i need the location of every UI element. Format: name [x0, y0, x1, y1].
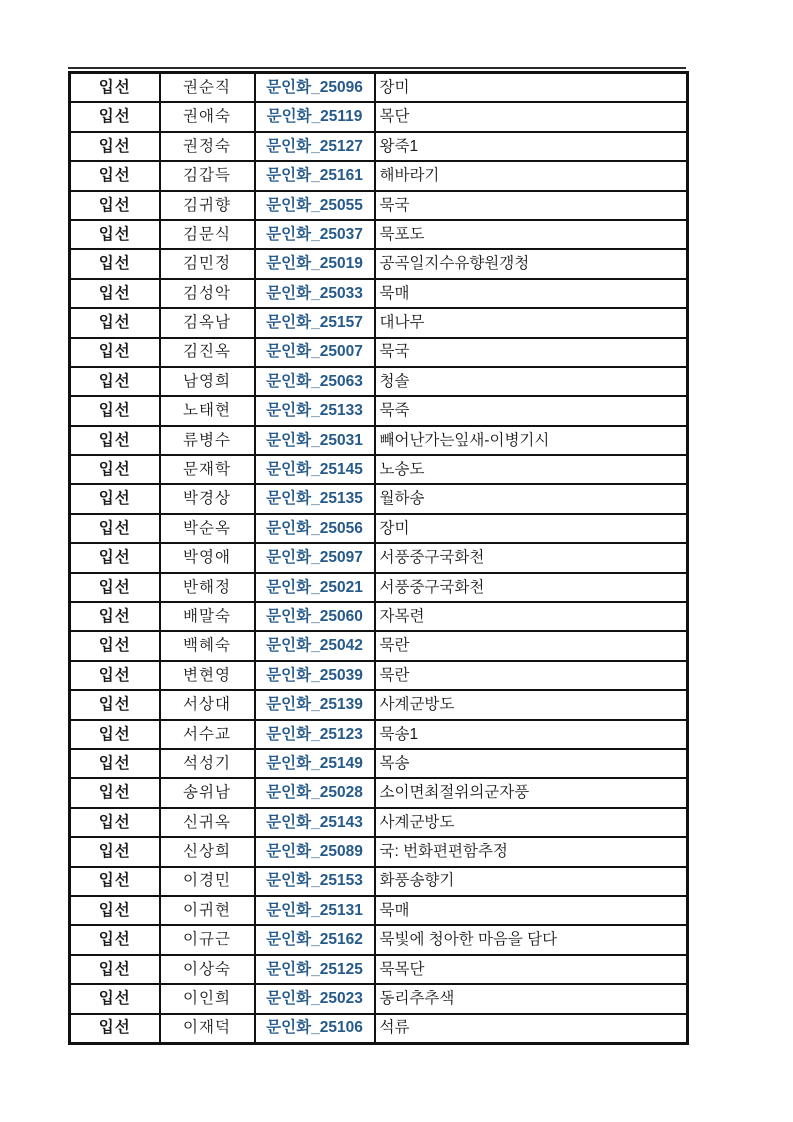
table-row — [70, 543, 688, 572]
name-cell: 이재덕 — [160, 1014, 255, 1044]
table-row — [70, 73, 688, 103]
prize-cell: 입선 — [70, 955, 160, 984]
title-cell: 묵매 — [375, 279, 688, 308]
name-cell: 김갑득 — [160, 161, 255, 190]
title-cell: 해바라기 — [375, 161, 688, 190]
table-row — [70, 426, 688, 455]
entry-id-cell: 문인화_25021 — [255, 573, 375, 602]
title-cell: 공곡일지수유향원갱청 — [375, 249, 688, 278]
table-row — [70, 925, 688, 954]
prize-cell: 입선 — [70, 984, 160, 1013]
name-cell: 이귀현 — [160, 896, 255, 925]
results-table — [68, 71, 689, 1045]
prize-cell: 입선 — [70, 279, 160, 308]
table-row — [70, 808, 688, 837]
title-cell: 소이면최절위의군자풍 — [375, 778, 688, 807]
entry-id-cell: 문인화_25056 — [255, 514, 375, 543]
title-cell: 사계군방도 — [375, 808, 688, 837]
prize-cell: 입선 — [70, 631, 160, 660]
table-row — [70, 661, 688, 690]
name-cell: 문재학 — [160, 455, 255, 484]
table-row — [70, 1014, 688, 1044]
prize-cell: 입선 — [70, 690, 160, 719]
title-cell: 묵빛에 청아한 마음을 담다 — [375, 925, 688, 954]
name-cell: 권순직 — [160, 73, 255, 103]
name-cell: 김성악 — [160, 279, 255, 308]
entry-id-cell: 문인화_25127 — [255, 132, 375, 161]
name-cell: 신상희 — [160, 837, 255, 866]
table-row — [70, 132, 688, 161]
prize-cell: 입선 — [70, 132, 160, 161]
table-row — [70, 690, 688, 719]
entry-id-cell: 문인화_25089 — [255, 837, 375, 866]
prize-cell: 입선 — [70, 778, 160, 807]
prize-cell: 입선 — [70, 338, 160, 367]
name-cell: 백혜숙 — [160, 631, 255, 660]
table-row — [70, 514, 688, 543]
entry-id-cell: 문인화_25139 — [255, 690, 375, 719]
entry-id-cell: 문인화_25162 — [255, 925, 375, 954]
title-cell: 묵란 — [375, 631, 688, 660]
table-row — [70, 367, 688, 396]
entry-id-cell: 문인화_25133 — [255, 396, 375, 425]
prize-cell: 입선 — [70, 191, 160, 220]
name-cell: 박경상 — [160, 484, 255, 513]
table-row — [70, 220, 688, 249]
entry-id-cell: 문인화_25042 — [255, 631, 375, 660]
entry-id-cell: 문인화_25135 — [255, 484, 375, 513]
name-cell: 이규근 — [160, 925, 255, 954]
name-cell: 남영희 — [160, 367, 255, 396]
title-cell: 묵포도 — [375, 220, 688, 249]
prize-cell: 입선 — [70, 573, 160, 602]
entry-id-cell: 문인화_25131 — [255, 896, 375, 925]
title-cell: 장미 — [375, 73, 688, 103]
title-cell: 목단 — [375, 102, 688, 131]
prize-cell: 입선 — [70, 249, 160, 278]
prize-cell: 입선 — [70, 720, 160, 749]
title-cell: 묵목단 — [375, 955, 688, 984]
table-row — [70, 484, 688, 513]
table-row — [70, 308, 688, 337]
table-row — [70, 955, 688, 984]
entry-id-cell: 문인화_25055 — [255, 191, 375, 220]
entry-id-cell: 문인화_25153 — [255, 867, 375, 896]
prize-cell: 입선 — [70, 426, 160, 455]
title-cell: 사계군방도 — [375, 690, 688, 719]
prize-cell: 입선 — [70, 602, 160, 631]
title-cell: 묵매 — [375, 896, 688, 925]
prize-cell: 입선 — [70, 455, 160, 484]
title-cell: 월하송 — [375, 484, 688, 513]
table-row — [70, 396, 688, 425]
prize-cell: 입선 — [70, 896, 160, 925]
prize-cell: 입선 — [70, 925, 160, 954]
entry-id-cell: 문인화_25106 — [255, 1014, 375, 1044]
name-cell: 권정숙 — [160, 132, 255, 161]
name-cell: 김민정 — [160, 249, 255, 278]
prize-cell: 입선 — [70, 543, 160, 572]
title-cell: 묵국 — [375, 191, 688, 220]
name-cell: 이인희 — [160, 984, 255, 1013]
entry-id-cell: 문인화_25037 — [255, 220, 375, 249]
prize-cell: 입선 — [70, 837, 160, 866]
title-cell: 서풍중구국화천 — [375, 543, 688, 572]
entry-id-cell: 문인화_25161 — [255, 161, 375, 190]
table-row — [70, 984, 688, 1013]
title-cell: 묵죽 — [375, 396, 688, 425]
table-row — [70, 867, 688, 896]
table-row — [70, 896, 688, 925]
entry-id-cell: 문인화_25119 — [255, 102, 375, 131]
entry-id-cell: 문인화_25125 — [255, 955, 375, 984]
name-cell: 김귀향 — [160, 191, 255, 220]
title-cell: 화풍송향기 — [375, 867, 688, 896]
entry-id-cell: 문인화_25096 — [255, 73, 375, 103]
name-cell: 김옥남 — [160, 308, 255, 337]
entry-id-cell: 문인화_25143 — [255, 808, 375, 837]
table-top-rule — [68, 67, 686, 69]
table-row — [70, 837, 688, 866]
title-cell: 동리추추색 — [375, 984, 688, 1013]
entry-id-cell: 문인화_25033 — [255, 279, 375, 308]
entry-id-cell: 문인화_25028 — [255, 778, 375, 807]
entry-id-cell: 문인화_25097 — [255, 543, 375, 572]
table-row — [70, 631, 688, 660]
name-cell: 박영애 — [160, 543, 255, 572]
title-cell: 서풍중구국화천 — [375, 573, 688, 602]
name-cell: 반해정 — [160, 573, 255, 602]
name-cell: 신귀옥 — [160, 808, 255, 837]
name-cell: 석성기 — [160, 749, 255, 778]
prize-cell: 입선 — [70, 367, 160, 396]
title-cell: 노송도 — [375, 455, 688, 484]
name-cell: 류병수 — [160, 426, 255, 455]
prize-cell: 입선 — [70, 220, 160, 249]
results-table-body — [70, 73, 688, 1044]
name-cell: 배말숙 — [160, 602, 255, 631]
entry-id-cell: 문인화_25031 — [255, 426, 375, 455]
table-row — [70, 279, 688, 308]
table-row — [70, 249, 688, 278]
name-cell: 김진옥 — [160, 338, 255, 367]
entry-id-cell: 문인화_25149 — [255, 749, 375, 778]
name-cell: 서상대 — [160, 690, 255, 719]
prize-cell: 입선 — [70, 749, 160, 778]
entry-id-cell: 문인화_25123 — [255, 720, 375, 749]
name-cell: 박순옥 — [160, 514, 255, 543]
name-cell: 노태현 — [160, 396, 255, 425]
table-row — [70, 749, 688, 778]
title-cell: 장미 — [375, 514, 688, 543]
table-row — [70, 778, 688, 807]
prize-cell: 입선 — [70, 661, 160, 690]
entry-id-cell: 문인화_25145 — [255, 455, 375, 484]
title-cell: 청솔 — [375, 367, 688, 396]
entry-id-cell: 문인화_25023 — [255, 984, 375, 1013]
entry-id-cell: 문인화_25007 — [255, 338, 375, 367]
name-cell: 이상숙 — [160, 955, 255, 984]
prize-cell: 입선 — [70, 867, 160, 896]
prize-cell: 입선 — [70, 808, 160, 837]
prize-cell: 입선 — [70, 396, 160, 425]
name-cell: 송위남 — [160, 778, 255, 807]
prize-cell: 입선 — [70, 308, 160, 337]
title-cell: 묵송1 — [375, 720, 688, 749]
prize-cell: 입선 — [70, 484, 160, 513]
table-row — [70, 602, 688, 631]
table-row — [70, 455, 688, 484]
table-row — [70, 161, 688, 190]
name-cell: 변현영 — [160, 661, 255, 690]
table-row — [70, 191, 688, 220]
entry-id-cell: 문인화_25157 — [255, 308, 375, 337]
title-cell: 묵국 — [375, 338, 688, 367]
title-cell: 목송 — [375, 749, 688, 778]
title-cell: 왕죽1 — [375, 132, 688, 161]
entry-id-cell: 문인화_25060 — [255, 602, 375, 631]
title-cell: 빼어난가는잎새-이병기시 — [375, 426, 688, 455]
title-cell: 자목련 — [375, 602, 688, 631]
prize-cell: 입선 — [70, 514, 160, 543]
entry-id-cell: 문인화_25039 — [255, 661, 375, 690]
title-cell: 석류 — [375, 1014, 688, 1044]
entry-id-cell: 문인화_25063 — [255, 367, 375, 396]
name-cell: 서수교 — [160, 720, 255, 749]
name-cell: 김문식 — [160, 220, 255, 249]
table-row — [70, 102, 688, 131]
title-cell: 대나무 — [375, 308, 688, 337]
title-cell: 국: 번화편편함추정 — [375, 837, 688, 866]
prize-cell: 입선 — [70, 161, 160, 190]
entry-id-cell: 문인화_25019 — [255, 249, 375, 278]
prize-cell: 입선 — [70, 73, 160, 103]
table-row — [70, 720, 688, 749]
name-cell: 이경민 — [160, 867, 255, 896]
prize-cell: 입선 — [70, 102, 160, 131]
table-row — [70, 573, 688, 602]
prize-cell: 입선 — [70, 1014, 160, 1044]
title-cell: 묵란 — [375, 661, 688, 690]
name-cell: 권애숙 — [160, 102, 255, 131]
table-row — [70, 338, 688, 367]
